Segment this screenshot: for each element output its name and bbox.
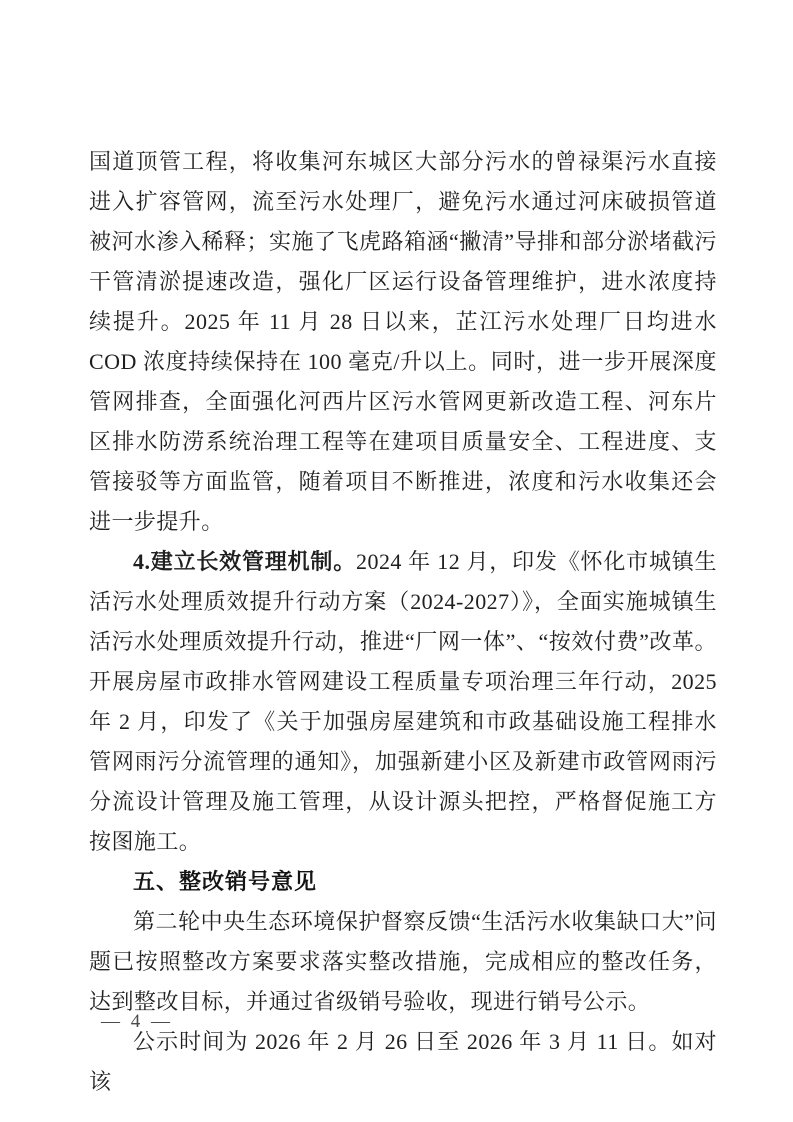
paragraph-lead-rest: 2024 年 12 月，印发《怀化市城镇生活污水处理质效提升行动方案（2024-2027）》，全面实施城镇生活污水处理质效提升行动，推进“厂网一体”、“按效付费”改革。开展房屋市政排水管网建设工程质量专项治理三年行动，2025 年 2 月，印发了《关于加强房屋建筑和市政基础设施工程排水管网雨污分流管理的通知》，加强新建小区及新建市政管网雨污分流设计管理及施工管理，从设计源头把控，严格督促施工方按图施工。: [89, 549, 718, 854]
document-body: [89, 142, 717, 1102]
section-heading-rectification-opinion: 五、整改销号意见: [133, 869, 318, 894]
paragraph-inspection-feedback: 第二轮中央生态环境保护督察反馈“生活污水收集缺口大”问题已按照整改方案要求落实整改措施，完成相应的整改任务，达到整改目标，并通过省级销号验收，现进行销号公示。: [89, 909, 717, 1014]
paragraph-pipeline-works: 国道顶管工程，将收集河东城区大部分污水的曾禄渠污水直接进入扩容管网，流至污水处理厂，避免污水通过河床破损管道被河水渗入稀释；实施了飞虎路箱涵“撇清”导排和部分淤堵截污干管清淤提速改造，强化厂区运行设备管理维护，进水浓度持续提升。2025 年 11 月 28 日以来，芷江污水处理厂日均进水 COD 浓度持续保持在 100 毫克/升以上。同时，进一步开展深度管网排查，全面强化河西片区污水管网更新改造工程、河东片区排水防涝系统治理工程等在建项目质量安全、工程进度、支管接驳等方面监管，随着项目不断推进，浓度和污水收集还会进一步提升。: [89, 149, 717, 534]
page-number: — 4 —: [101, 1011, 173, 1032]
paragraph-long-term-mechanism: [89, 542, 717, 862]
paragraph-lead-bold: 4.建立长效管理机制。: [133, 549, 357, 574]
paragraph-publicity-period: 公示时间为 2026 年 2 月 26 日至 2026 年 3 月 11 日。如对该: [89, 1029, 717, 1094]
